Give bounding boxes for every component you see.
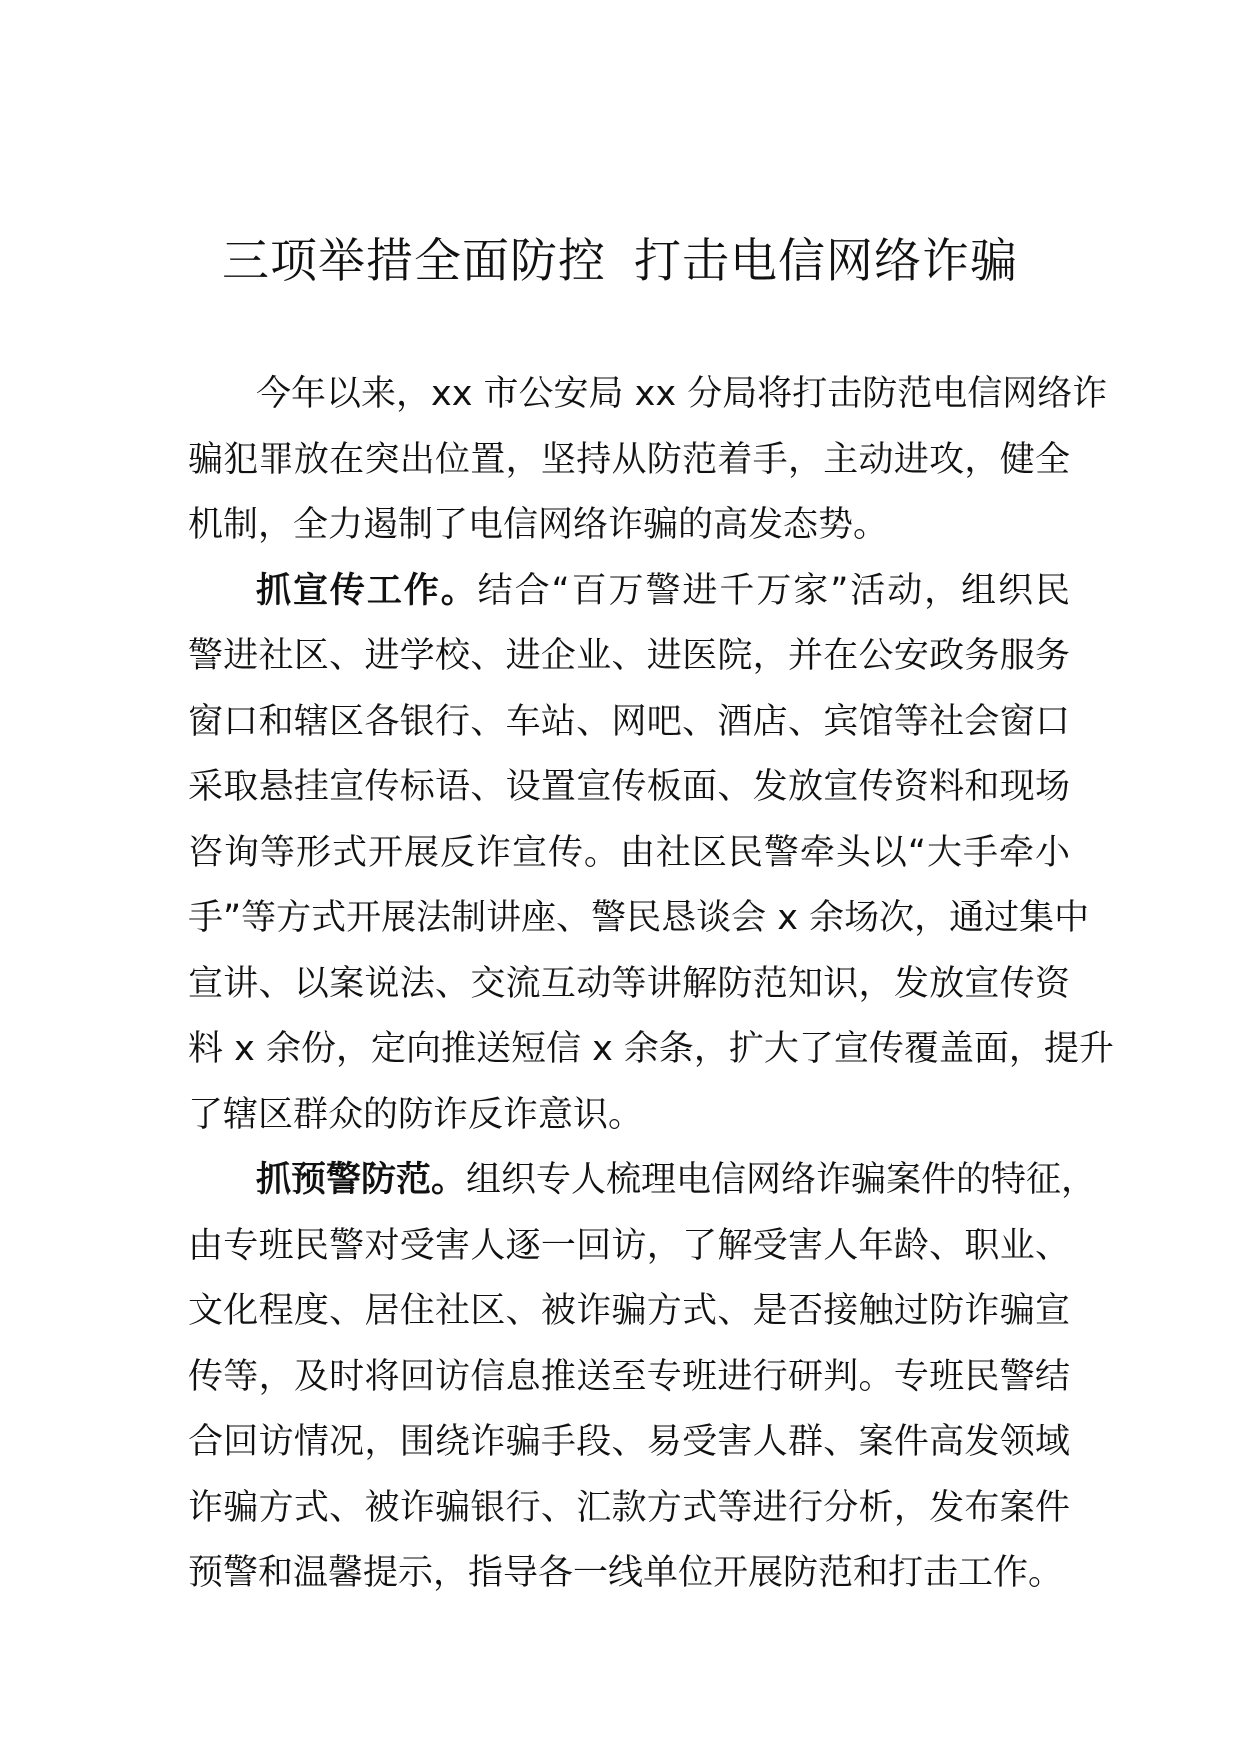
paragraph-publicity bbox=[188, 559, 1114, 1149]
paragraph-line: 料 x 余份，定向推送短信 x 余条，扩大了宣传覆盖面，提升 bbox=[188, 1029, 1114, 1069]
paragraph-line: 今年以来，xx 市公安局 xx 分局将打击防范电信网络诈 bbox=[256, 374, 1108, 414]
title-part-2: 打击电信网络诈骗 bbox=[634, 234, 1018, 289]
paragraph-line: 了辖区群众的防诈反诈意识。 bbox=[188, 1094, 644, 1135]
paragraph-lead-heading: 抓预警防范。 bbox=[256, 1160, 467, 1200]
paragraph-intro bbox=[188, 362, 1108, 559]
paragraph-early-warning bbox=[188, 1148, 1097, 1607]
document-body bbox=[188, 362, 1114, 1607]
paragraph-line: 传等，及时将回访信息推送至专班进行研判。专班民警结 bbox=[188, 1356, 1070, 1397]
paragraph-line: 文化程度、居住社区、被诈骗方式、是否接触过防诈骗宣 bbox=[188, 1291, 1070, 1331]
paragraph-line: 合回访情况，围绕诈骗手段、易受害人群、案件高发领域 bbox=[188, 1422, 1070, 1462]
paragraph-first-line bbox=[188, 559, 1070, 625]
paragraph-first-line bbox=[188, 1148, 1097, 1214]
paragraph-line: 骗犯罪放在突出位置，坚持从防范着手，主动进攻，健全 bbox=[188, 439, 1070, 480]
paragraph-line: 采取悬挂宣传标语、设置宣传板面、发放宣传资料和现场 bbox=[188, 767, 1070, 807]
paragraph-line: 机制，全力遏制了电信网络诈骗的高发态势。 bbox=[188, 505, 889, 545]
document-title bbox=[0, 232, 1240, 292]
paragraph-line-text: 结合“百万警进千万家”活动，组织民 bbox=[477, 570, 1070, 611]
paragraph-line: 警进社区、进学校、进企业、进医院，并在公安政务服务 bbox=[188, 636, 1070, 676]
paragraph-line: 诈骗方式、被诈骗银行、汇款方式等进行分析，发布案件 bbox=[188, 1487, 1070, 1528]
paragraph-line: 预警和温馨提示，指导各一线单位开展防范和打击工作。 bbox=[188, 1553, 1064, 1593]
paragraph-line: 咨询等形式开展反诈宣传。由社区民警牵头以“大手牵小 bbox=[188, 832, 1070, 873]
paragraph-line: 宣讲、以案说法、交流互动等讲解防范知识，发放宣传资 bbox=[188, 963, 1070, 1004]
paragraph-line: 手”等方式开展法制讲座、警民恳谈会 x 余场次，通过集中 bbox=[188, 898, 1090, 938]
paragraph-line: 窗口和辖区各银行、车站、网吧、酒店、宾馆等社会窗口 bbox=[188, 701, 1070, 742]
paragraph-line: 由专班民警对受害人逐一回访，了解受害人年龄、职业、 bbox=[188, 1225, 1070, 1266]
paragraph-line-text: 组织专人梳理电信网络诈骗案件的特征， bbox=[466, 1160, 1097, 1200]
title-part-1: 三项举措全面防控 bbox=[222, 234, 606, 289]
paragraph-lead-heading: 抓宣传工作。 bbox=[256, 570, 478, 611]
